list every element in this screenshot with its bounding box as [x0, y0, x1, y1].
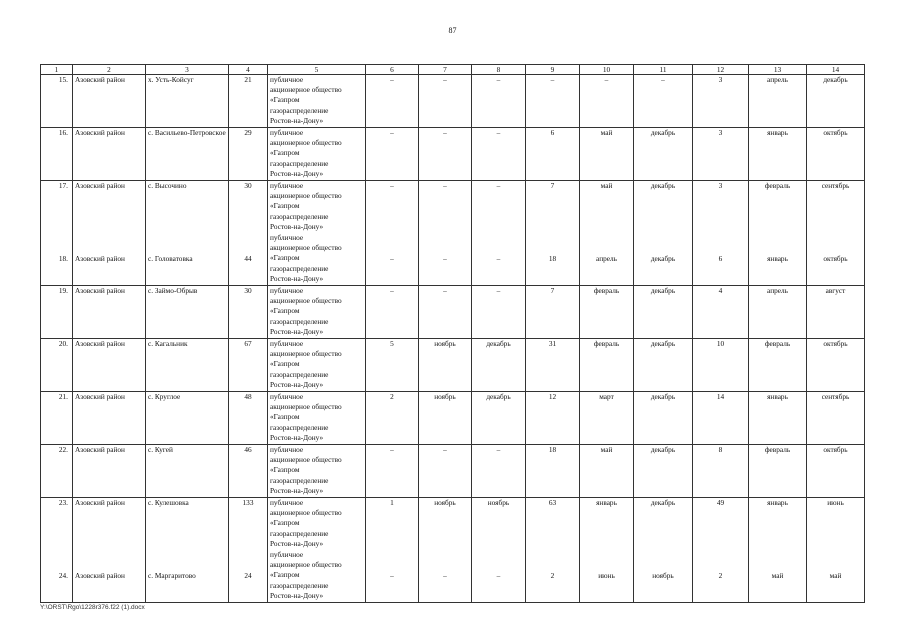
month-cell: январь — [749, 128, 807, 181]
month-cell: – — [419, 75, 472, 128]
organization-line: «Газпром — [270, 201, 300, 211]
organization-cell — [268, 339, 366, 392]
month-cell: – — [580, 75, 634, 128]
organization-line: Ростов-на-Дону» — [270, 432, 324, 442]
value-cell: 3 — [693, 181, 749, 234]
month-cell: – — [472, 286, 526, 339]
month-cell: декабрь — [634, 128, 693, 181]
column-header: 12 — [693, 65, 749, 75]
month-cell: декабрь — [472, 392, 526, 445]
row-number: 22. — [41, 445, 73, 498]
organization-line: газораспределение — [270, 580, 329, 590]
organization-line: акционерное общество — [270, 243, 342, 253]
organization-line: публичное — [270, 339, 304, 348]
schedule-table — [40, 64, 865, 603]
organization-line: газораспределение — [270, 528, 329, 538]
month-cell: май — [580, 181, 634, 234]
column-header: 10 — [580, 65, 634, 75]
month-cell: ноябрь — [472, 498, 526, 551]
count-cell: 29 — [229, 128, 268, 181]
page-number: 87 — [448, 26, 457, 35]
row-number: 24. — [41, 550, 73, 603]
month-cell: октябрь — [807, 445, 865, 498]
column-header: 2 — [73, 65, 146, 75]
column-header: 4 — [229, 65, 268, 75]
settlement-cell: с. Головатовка — [146, 233, 229, 286]
settlement-cell: с. Круглое — [146, 392, 229, 445]
table-row — [41, 339, 865, 392]
month-cell: октябрь — [807, 128, 865, 181]
settlement-cell: с. Кагальник — [146, 339, 229, 392]
organization-cell — [268, 286, 366, 339]
value-cell: 6 — [693, 233, 749, 286]
value-cell: 7 — [526, 286, 580, 339]
organization-line: газораспределение — [270, 369, 329, 379]
organization-line: акционерное общество — [270, 191, 342, 201]
month-cell: октябрь — [807, 339, 865, 392]
settlement-cell: х. Усть-Койсуг — [146, 75, 229, 128]
month-cell: январь — [749, 392, 807, 445]
settlement-cell: с. Васильево-Петровское — [146, 128, 229, 181]
value-cell: – — [526, 75, 580, 128]
organization-line: газораспределение — [270, 263, 329, 273]
organization-line: акционерное общество — [270, 85, 342, 95]
value-cell: 6 — [526, 128, 580, 181]
month-cell: декабрь — [634, 181, 693, 234]
organization-line: Ростов-на-Дону» — [270, 273, 324, 283]
month-cell: декабрь — [472, 339, 526, 392]
month-cell: – — [419, 128, 472, 181]
organization-line: публичное — [270, 550, 304, 559]
column-header: 5 — [268, 65, 366, 75]
organization-line: публичное — [270, 498, 304, 507]
row-number: 15. — [41, 75, 73, 128]
month-cell: ноябрь — [419, 392, 472, 445]
column-header: 13 — [749, 65, 807, 75]
row-number: 19. — [41, 286, 73, 339]
month-cell: февраль — [749, 339, 807, 392]
organization-line: Ростов-на-Дону» — [270, 326, 324, 336]
column-header: 9 — [526, 65, 580, 75]
month-cell: январь — [749, 498, 807, 551]
count-cell: 30 — [229, 286, 268, 339]
organization-line: акционерное общество — [270, 138, 342, 148]
organization-line: публичное — [270, 128, 304, 137]
count-cell: 44 — [229, 233, 268, 286]
month-cell: февраль — [749, 181, 807, 234]
district-cell: Азовский район — [73, 181, 146, 234]
organization-line: «Газпром — [270, 148, 300, 158]
organization-line: публичное — [270, 392, 304, 401]
column-header: 7 — [419, 65, 472, 75]
organization-line: «Газпром — [270, 465, 300, 475]
table-row — [41, 498, 865, 551]
value-cell: 4 — [693, 286, 749, 339]
table-row — [41, 75, 865, 128]
row-number: 16. — [41, 128, 73, 181]
row-number: 17. — [41, 181, 73, 234]
value-cell: 2 — [526, 550, 580, 603]
month-cell: – — [472, 128, 526, 181]
district-cell: Азовский район — [73, 445, 146, 498]
organization-line: «Газпром — [270, 95, 300, 105]
organization-cell — [268, 128, 366, 181]
month-cell: май — [580, 445, 634, 498]
month-cell: май — [580, 128, 634, 181]
settlement-cell: с. Маргаритово — [146, 550, 229, 603]
organization-cell — [268, 233, 366, 286]
organization-line: Ростов-на-Дону» — [270, 485, 324, 495]
organization-line: Ростов-на-Дону» — [270, 379, 324, 389]
settlement-cell: с. Кугей — [146, 445, 229, 498]
value-cell: 31 — [526, 339, 580, 392]
table-row — [41, 445, 865, 498]
organization-line: публичное — [270, 286, 304, 295]
table-row — [41, 128, 865, 181]
value-cell: 8 — [693, 445, 749, 498]
month-cell: – — [472, 233, 526, 286]
count-cell: 67 — [229, 339, 268, 392]
organization-line: публичное — [270, 233, 304, 242]
value-cell: 2 — [693, 550, 749, 603]
count-cell: 46 — [229, 445, 268, 498]
table-row — [41, 181, 865, 234]
organization-cell — [268, 75, 366, 128]
value-cell: 63 — [526, 498, 580, 551]
organization-line: Ростов-на-Дону» — [270, 168, 324, 178]
organization-line: газораспределение — [270, 105, 329, 115]
month-cell: – — [419, 550, 472, 603]
settlement-cell: с. Кулешовка — [146, 498, 229, 551]
organization-line: газораспределение — [270, 158, 329, 168]
month-cell: ноябрь — [634, 550, 693, 603]
month-cell: декабрь — [807, 75, 865, 128]
organization-line: публичное — [270, 75, 304, 84]
table-row — [41, 550, 865, 603]
file-path-footer: Y:\ORST\Rgo\1228r376.f22 (1).docx — [40, 604, 145, 611]
column-header: 8 — [472, 65, 526, 75]
value-cell: 12 — [526, 392, 580, 445]
organization-cell — [268, 392, 366, 445]
organization-line: акционерное общество — [270, 455, 342, 465]
month-cell: февраль — [749, 445, 807, 498]
district-cell: Азовский район — [73, 339, 146, 392]
column-number-header — [41, 65, 865, 75]
month-cell: ноябрь — [419, 339, 472, 392]
month-cell: май — [807, 550, 865, 603]
organization-line: газораспределение — [270, 316, 329, 326]
organization-line: акционерное общество — [270, 560, 342, 570]
value-cell: – — [366, 181, 419, 234]
organization-cell — [268, 498, 366, 551]
month-cell: – — [419, 233, 472, 286]
organization-line: акционерное общество — [270, 508, 342, 518]
organization-line: газораспределение — [270, 475, 329, 485]
organization-line: акционерное общество — [270, 402, 342, 412]
organization-line: «Газпром — [270, 570, 300, 580]
count-cell: 133 — [229, 498, 268, 551]
organization-cell — [268, 550, 366, 603]
value-cell: – — [366, 286, 419, 339]
month-cell: сентябрь — [807, 392, 865, 445]
organization-line: «Газпром — [270, 412, 300, 422]
value-cell: 2 — [366, 392, 419, 445]
organization-line: акционерное общество — [270, 349, 342, 359]
month-cell: – — [419, 181, 472, 234]
column-header: 1 — [41, 65, 73, 75]
month-cell: – — [634, 75, 693, 128]
organization-line: газораспределение — [270, 422, 329, 432]
month-cell: январь — [580, 498, 634, 551]
value-cell: 14 — [693, 392, 749, 445]
district-cell: Азовский район — [73, 128, 146, 181]
organization-line: «Газпром — [270, 253, 300, 263]
value-cell: 7 — [526, 181, 580, 234]
table-row — [41, 233, 865, 286]
month-cell: – — [472, 550, 526, 603]
value-cell: 49 — [693, 498, 749, 551]
organization-cell — [268, 181, 366, 234]
value-cell: – — [366, 233, 419, 286]
month-cell: декабрь — [634, 498, 693, 551]
count-cell: 21 — [229, 75, 268, 128]
organization-cell — [268, 445, 366, 498]
month-cell: октябрь — [807, 233, 865, 286]
value-cell: 3 — [693, 128, 749, 181]
organization-line: Ростов-на-Дону» — [270, 115, 324, 125]
month-cell: сентябрь — [807, 181, 865, 234]
value-cell: – — [366, 550, 419, 603]
value-cell: 5 — [366, 339, 419, 392]
column-header: 6 — [366, 65, 419, 75]
organization-line: Ростов-на-Дону» — [270, 221, 324, 231]
organization-line: Ростов-на-Дону» — [270, 538, 324, 548]
month-cell: март — [580, 392, 634, 445]
month-cell: – — [472, 181, 526, 234]
row-number: 20. — [41, 339, 73, 392]
organization-line: публичное — [270, 181, 304, 190]
month-cell: – — [472, 445, 526, 498]
month-cell: апрель — [749, 75, 807, 128]
month-cell: – — [419, 445, 472, 498]
count-cell: 48 — [229, 392, 268, 445]
column-header: 11 — [634, 65, 693, 75]
month-cell: февраль — [580, 286, 634, 339]
organization-line: газораспределение — [270, 211, 329, 221]
organization-line: «Газпром — [270, 306, 300, 316]
value-cell: 1 — [366, 498, 419, 551]
organization-line: публичное — [270, 445, 304, 454]
row-number: 23. — [41, 498, 73, 551]
count-cell: 24 — [229, 550, 268, 603]
organization-line: «Газпром — [270, 518, 300, 528]
district-cell: Азовский район — [73, 498, 146, 551]
district-cell: Азовский район — [73, 233, 146, 286]
month-cell: май — [749, 550, 807, 603]
organization-line: Ростов-на-Дону» — [270, 590, 324, 600]
month-cell: – — [472, 75, 526, 128]
column-header: 3 — [146, 65, 229, 75]
column-header: 14 — [807, 65, 865, 75]
month-cell: июнь — [807, 498, 865, 551]
organization-line: «Газпром — [270, 359, 300, 369]
month-cell: декабрь — [634, 392, 693, 445]
value-cell: 18 — [526, 445, 580, 498]
settlement-cell: с. Займо-Обрыв — [146, 286, 229, 339]
district-cell: Азовский район — [73, 392, 146, 445]
organization-line: акционерное общество — [270, 296, 342, 306]
row-number: 21. — [41, 392, 73, 445]
month-cell: – — [419, 286, 472, 339]
month-cell: январь — [749, 233, 807, 286]
table-row — [41, 286, 865, 339]
district-cell: Азовский район — [73, 286, 146, 339]
month-cell: декабрь — [634, 339, 693, 392]
month-cell: апрель — [580, 233, 634, 286]
month-cell: апрель — [749, 286, 807, 339]
district-cell: Азовский район — [73, 550, 146, 603]
value-cell: – — [366, 128, 419, 181]
value-cell: – — [366, 445, 419, 498]
month-cell: декабрь — [634, 233, 693, 286]
month-cell: декабрь — [634, 445, 693, 498]
row-number: 18. — [41, 233, 73, 286]
value-cell: 10 — [693, 339, 749, 392]
month-cell: август — [807, 286, 865, 339]
month-cell: декабрь — [634, 286, 693, 339]
count-cell: 30 — [229, 181, 268, 234]
settlement-cell: с. Высочино — [146, 181, 229, 234]
table-row — [41, 392, 865, 445]
month-cell: ноябрь — [419, 498, 472, 551]
value-cell: 3 — [693, 75, 749, 128]
value-cell: – — [366, 75, 419, 128]
month-cell: июнь — [580, 550, 634, 603]
value-cell: 18 — [526, 233, 580, 286]
district-cell: Азовский район — [73, 75, 146, 128]
month-cell: февраль — [580, 339, 634, 392]
table-body — [41, 75, 865, 603]
